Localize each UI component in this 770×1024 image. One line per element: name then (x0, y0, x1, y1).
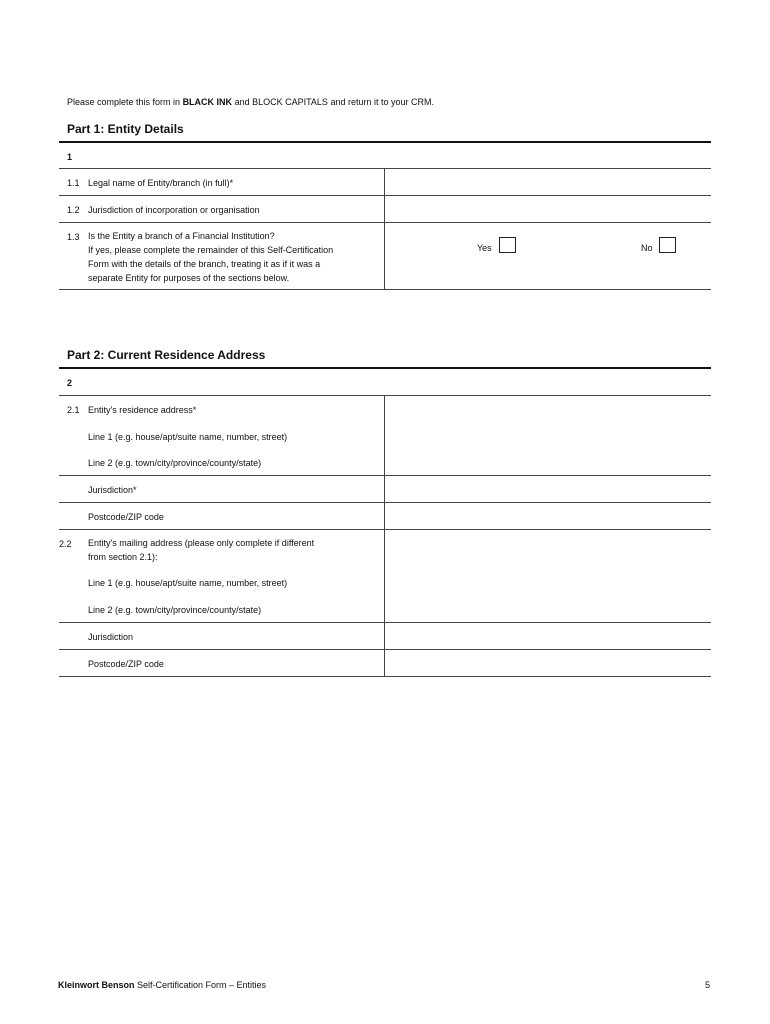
instructions-text (67, 97, 434, 107)
row-number: 1.1 (67, 178, 80, 188)
residence-jurisdiction-label: Jurisdiction* (88, 485, 137, 495)
divider (59, 676, 711, 677)
divider (59, 289, 711, 290)
footer-text: Self-Certification Form – Entities (134, 980, 267, 990)
no-checkbox[interactable] (659, 237, 676, 253)
yes-label: Yes (477, 243, 492, 253)
no-label: No (641, 243, 653, 253)
residence-line1-label: Line 1 (e.g. house/apt/suite name, number, street) (88, 432, 288, 442)
intro-bold-black-ink: BLACK INK (182, 97, 233, 107)
column-divider (384, 395, 385, 677)
branch-question-line: Is the Entity a branch of a Financial Institution? (88, 231, 275, 241)
part1-title: Part 1: Entity Details (67, 122, 184, 136)
jurisdiction-incorporation-label: Jurisdiction of incorporation or organisation (88, 205, 260, 215)
jurisdiction-incorporation-field[interactable] (386, 196, 711, 222)
residence-postcode-field[interactable] (386, 503, 711, 529)
part2-title: Part 2: Current Residence Address (67, 348, 266, 362)
mailing-jurisdiction-label: Jurisdiction (88, 632, 134, 642)
intro-suffix: and BLOCK CAPITALS and return it to your CRM. (232, 97, 434, 107)
column-divider (384, 168, 385, 290)
residence-jurisdiction-field[interactable] (386, 476, 711, 502)
legal-name-field[interactable] (386, 169, 711, 195)
mailing-line1-label: Line 1 (e.g. house/apt/suite name, number, street) (88, 578, 288, 588)
intro-prefix: Please complete this form in (67, 97, 183, 107)
footer-brand: Kleinwort Benson (58, 980, 135, 990)
mailing-line2-label: Line 2 (e.g. town/city/province/county/state) (88, 605, 262, 615)
mailing-postcode-field[interactable] (386, 650, 711, 676)
residence-postcode-label: Postcode/ZIP code (88, 512, 164, 522)
page-number: 5 (705, 980, 711, 990)
mailing-address-label-line: Entity's mailing address (please only complete if different (88, 538, 315, 548)
part1-section-number: 1 (67, 152, 73, 162)
branch-question-line: separate Entity for purposes of the sections below. (88, 273, 290, 283)
mailing-address-label (88, 536, 314, 564)
yes-checkbox[interactable] (499, 237, 516, 253)
residence-address-field[interactable] (386, 396, 711, 475)
residence-line2-label: Line 2 (e.g. town/city/province/county/state) (88, 458, 262, 468)
row-number: 1.3 (67, 232, 80, 242)
branch-question-line: If yes, please complete the remainder of this Self-Certification (88, 245, 334, 255)
page-footer (58, 980, 266, 990)
row-number: 1.2 (67, 205, 80, 215)
mailing-address-field[interactable] (386, 530, 711, 622)
residence-address-label: Entity's residence address* (88, 405, 197, 415)
mailing-postcode-label: Postcode/ZIP code (88, 659, 164, 669)
row-number: 2.1 (67, 405, 80, 415)
part1-top-rule (59, 141, 711, 143)
legal-name-label: Legal name of Entity/branch (in full)* (88, 178, 234, 188)
divider (59, 222, 711, 223)
branch-question-line: Form with the details of the branch, treating it as if it was a (88, 259, 321, 269)
mailing-address-label-line: from section 2.1): (88, 552, 158, 562)
part2-top-rule (59, 367, 711, 369)
part2-section-number: 2 (67, 378, 73, 388)
mailing-jurisdiction-field[interactable] (386, 623, 711, 649)
row-number: 2.2 (59, 539, 72, 549)
branch-question-label (88, 229, 333, 285)
